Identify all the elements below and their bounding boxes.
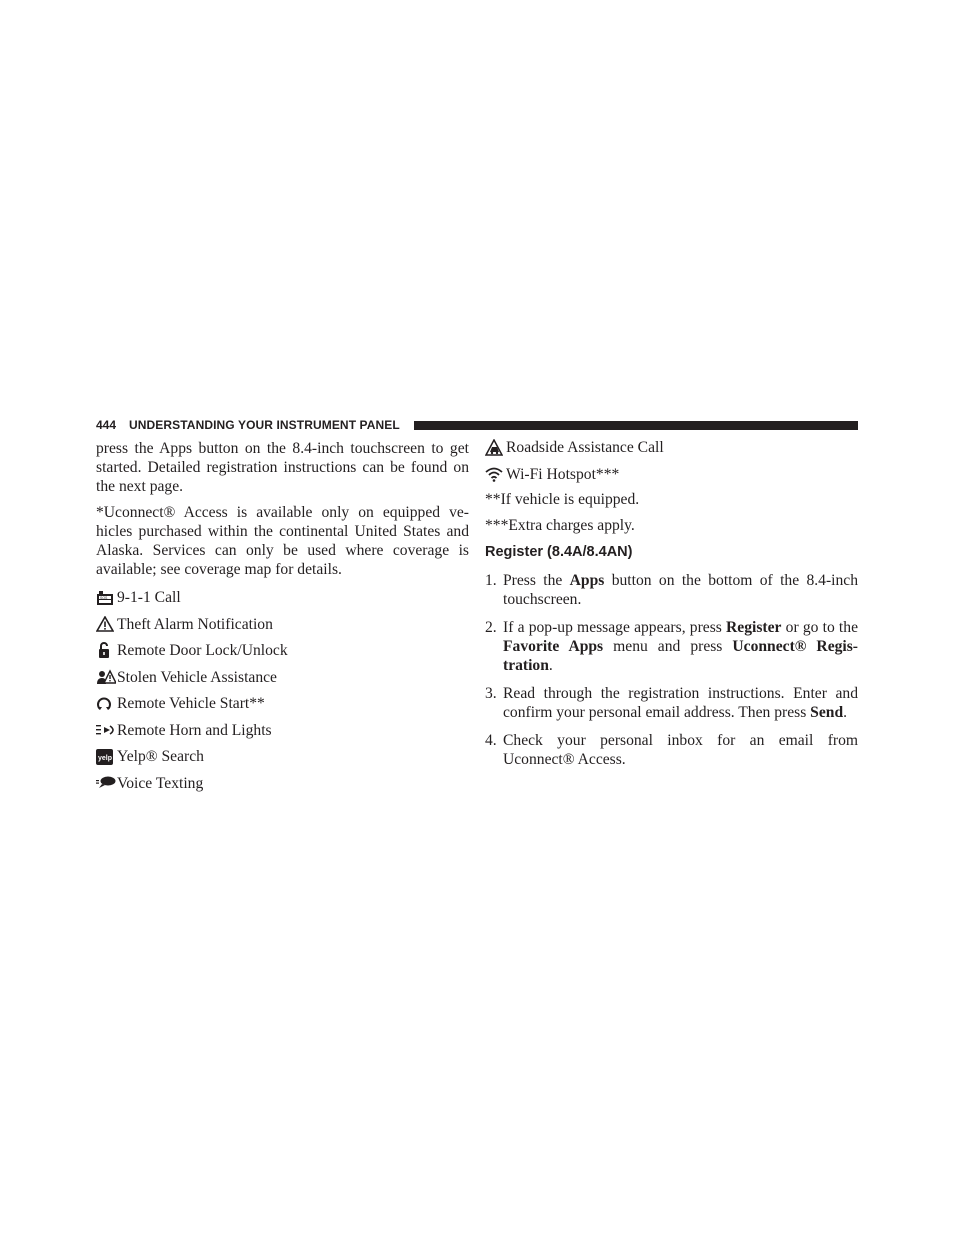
- section-title: UNDERSTANDING YOUR INSTRUMENT PANEL: [129, 418, 400, 432]
- register-heading: Register (8.4A/8.4AN): [485, 544, 633, 560]
- feature-list: [96, 588, 469, 793]
- step-item: 1. Press the Apps button on the bottom of the 8.4-inch touchscreen.: [485, 572, 859, 608]
- intro-paragraph: press the Apps button on the 8.4-inch touchscreen to get started. Detailed registration instructions can be found on the next page.: [96, 440, 469, 495]
- feature-label: Voice Texting: [117, 774, 204, 792]
- feature-item: [485, 438, 858, 457]
- left-column: [96, 439, 469, 793]
- feature-item: [96, 641, 469, 660]
- feature-label: 9-1-1 Call: [117, 589, 181, 606]
- header-rule: [414, 421, 858, 430]
- feature-label: Stolen Vehicle Assistance: [117, 668, 277, 686]
- footnote-charges: ***Extra charges apply.: [485, 517, 635, 534]
- svg-text:yelp: yelp: [98, 754, 113, 762]
- unlock-icon: [96, 642, 117, 659]
- register-steps: [485, 571, 858, 769]
- feature-label: Theft Alarm Notification: [117, 615, 273, 633]
- step-item: 2. If a pop-up message appears, press Register or go to the Favorite Apps menu and press Uconnect® Regis-tration.: [485, 619, 859, 674]
- horn-lights-icon: [96, 722, 117, 739]
- page-header: [96, 418, 858, 432]
- roadside-assistance-icon: [485, 439, 506, 456]
- step-item: 3. Read through the registration instructions. Enter and confirm your personal email address. Then press Send.: [485, 685, 858, 721]
- warning-triangle-icon: [96, 616, 117, 633]
- page-number: 444: [96, 418, 117, 432]
- feature-item: [96, 721, 469, 740]
- feature-label: Remote Vehicle Start**: [117, 695, 265, 712]
- availability-paragraph: *Uconnect® Access is available only on equipped ve-hicles purchased within the continental United States and Alaska. Services can only be used where coverage is available; see coverage map for details.: [96, 504, 469, 578]
- feature-item: [96, 615, 469, 634]
- feature-item: [96, 747, 469, 766]
- feature-item: [485, 465, 858, 484]
- voice-text-icon: [96, 775, 117, 792]
- svg-text:SOS: SOS: [100, 595, 108, 600]
- yelp-icon: [96, 748, 117, 765]
- feature-label: Wi-Fi Hotspot***: [506, 466, 620, 483]
- feature-item: [96, 588, 469, 607]
- remote-start-icon: [96, 695, 117, 712]
- feature-item: [96, 774, 469, 793]
- footnote-equipped: **If vehicle is equipped.: [485, 491, 640, 508]
- feature-item: [96, 668, 469, 687]
- wifi-icon: [485, 466, 506, 483]
- step-item: 4. Check your personal inbox for an email from Uconnect® Access.: [485, 732, 858, 768]
- stolen-vehicle-icon: [96, 669, 117, 686]
- feature-label: Remote Horn and Lights: [117, 721, 272, 739]
- feature-label: Yelp® Search: [117, 748, 204, 765]
- feature-label: Remote Door Lock/Unlock: [117, 642, 288, 659]
- right-column: [485, 438, 858, 769]
- sos-call-icon: [96, 589, 117, 606]
- feature-label: Roadside Assistance Call: [506, 439, 664, 456]
- feature-item: [96, 694, 469, 713]
